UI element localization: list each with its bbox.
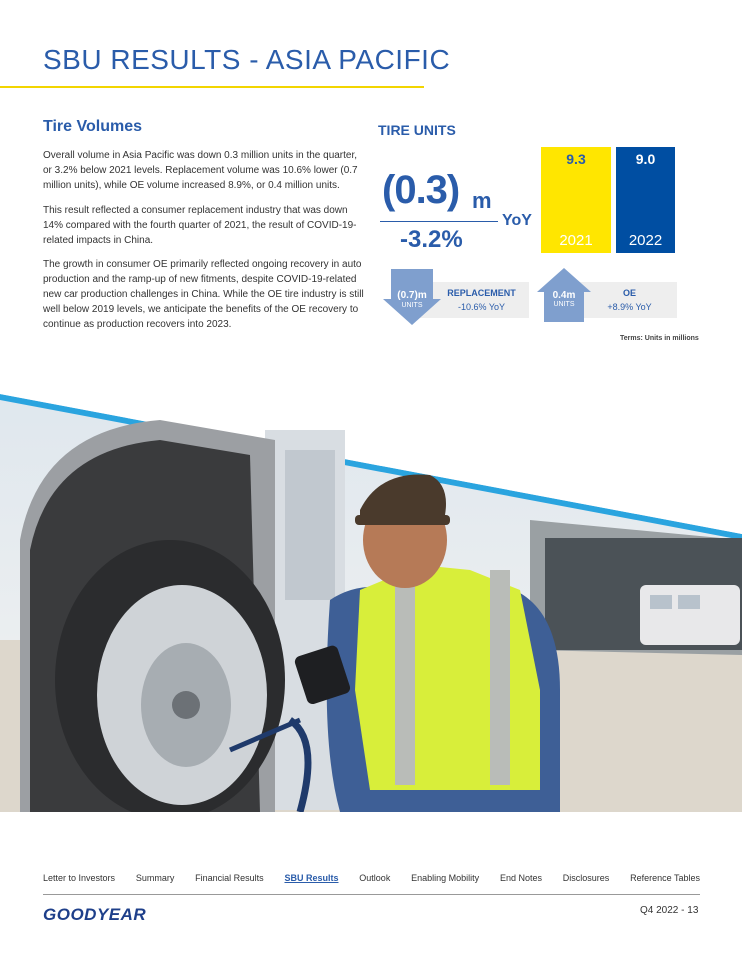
nav-summary[interactable]: Summary — [135, 873, 175, 883]
terms-note: Terms: Units in millions — [620, 335, 699, 342]
nav-enabling-mobility[interactable]: Enabling Mobility — [411, 873, 480, 883]
replacement-value: (0.7)m — [397, 290, 427, 301]
nav-reference-tables[interactable]: Reference Tables — [630, 873, 700, 883]
nav-outlook[interactable]: Outlook — [359, 873, 391, 883]
yoy-label: YoY — [502, 212, 532, 229]
volume-change-value: (0.3) — [382, 168, 460, 212]
bar-value-2022: 9.0 — [635, 151, 656, 167]
replacement-percent: -10.6% YoY — [457, 302, 506, 312]
bar-value-2021: 9.3 — [566, 151, 586, 167]
oe-value: 0.4m — [552, 290, 576, 301]
goodyear-logo — [43, 905, 159, 923]
oe-unit: UNITS — [553, 301, 575, 308]
volume-change-percent: -3.2% — [400, 226, 463, 253]
technician-photo — [0, 390, 742, 812]
bar-label-2022: 2022 — [628, 232, 663, 249]
down-arrow-icon — [383, 269, 441, 325]
nav-disclosures[interactable]: Disclosures — [562, 873, 610, 883]
nav-sbu-results[interactable]: SBU Results — [284, 873, 339, 883]
oe-label: OE — [622, 288, 636, 298]
nav-financial-results[interactable]: Financial Results — [195, 873, 264, 883]
replacement-unit: UNITS — [401, 302, 423, 309]
nav-letter-to-investors[interactable]: Letter to Investors — [43, 873, 116, 883]
page-title: SBU RESULTS - ASIA PACIFIC — [43, 44, 451, 75]
volume-change-unit: m — [472, 188, 492, 213]
bar-label-2021: 2021 — [559, 232, 593, 249]
replacement-label: REPLACEMENT — [447, 288, 516, 298]
nav-end-notes[interactable]: End Notes — [499, 873, 542, 883]
paragraph-3: The growth in consumer OE primarily reflected ongoing recovery in auto production and the ramp-up of new fitments, despite COVID-19-related new car production challenges in China. While the OE tire industry is still well below 2019 levels, we anticipate the benefits of the OE recovery to continue as production recovers into 2023. — [43, 259, 364, 330]
svg-text:GOODYEAR: GOODYEAR — [43, 905, 147, 923]
page-number: Q4 2022 - 13 — [640, 905, 699, 916]
divider — [380, 221, 498, 222]
bar-2021 — [541, 147, 611, 253]
footer-nav — [43, 873, 700, 883]
footer-divider — [43, 894, 700, 895]
tire-units-title: TIRE UNITS — [378, 122, 456, 138]
bar-2022 — [616, 147, 675, 253]
section-heading: Tire Volumes — [43, 118, 142, 135]
paragraph-2: This result reflected a consumer replacement industry that was down 14% compared with the fourth quarter of 2021, the result of COVID-19-related impacts in China. — [43, 205, 357, 246]
paragraph-1: Overall volume in Asia Pacific was down 0.3 million units in the quarter, or 3.2% below 2021 levels. Replacement volume was 10.6% lower (0.7 million units), while OE volume increased 8.9%, or 0.4 million units. — [43, 150, 358, 191]
oe-percent: +8.9% YoY — [607, 302, 652, 312]
up-arrow-icon — [537, 268, 591, 322]
title-underline — [0, 86, 424, 88]
